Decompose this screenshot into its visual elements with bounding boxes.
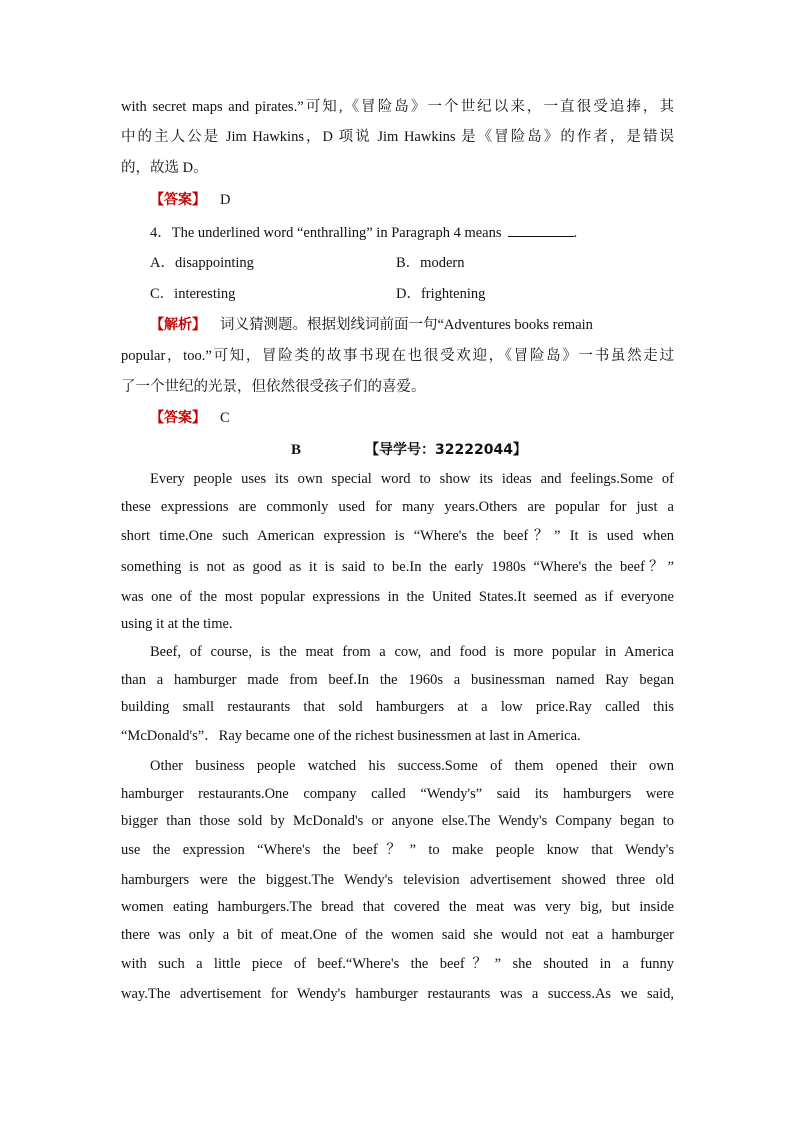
option-d: D．frightening	[396, 286, 486, 302]
question-end: .	[573, 225, 578, 241]
question-text: 4．The underlined word “enthralling” in Paragraph 4 means	[150, 225, 502, 241]
analysis-text-line: 了一个世纪的光景，但依然很受孩子们的喜爱。	[121, 379, 426, 395]
passage-line: with such a little piece of beef.“Where's the beef？” she shouted in a funny	[121, 956, 674, 972]
option-c: C．interesting	[150, 286, 236, 302]
analysis-text: 词义猜测题。根据划线词前面一句“Adventures books remain	[220, 317, 593, 333]
passage-line: hamburgers were the biggest.The Wendy's television advertisement showed three old	[121, 872, 674, 888]
analysis-text-line: 中的主人公是 Jim Hawkins，D 项说 Jim Hawkins 是《冒险岛》的作者，是错误	[121, 129, 674, 145]
passage-line: Other business people watched his success.Some of them opened their own	[150, 758, 674, 774]
passage-line: Beef, of course, is the meat from a cow, and food is more popular in America	[150, 644, 674, 660]
analysis-text-line: with secret maps and pirates.”可知,《冒险岛》一个世纪以来，一直很受追捧，其	[121, 99, 674, 115]
analysis-tag: 【解析】	[150, 317, 206, 333]
passage-line: hamburger restaurants.One company called “Wendy's” said its hamburgers were	[121, 786, 674, 802]
analysis-text-line: popular，too.”可知，冒险类的故事书现在也很受欢迎，《冒险岛》一书虽然走过	[121, 348, 674, 364]
answer-tag: 【答案】	[150, 410, 206, 426]
passage-line: using it at the time.	[121, 616, 233, 632]
section-letter: B	[291, 442, 302, 458]
answer-value: D	[220, 192, 231, 208]
answer-tag: 【答案】	[150, 192, 206, 208]
passage-line: bigger than those sold by McDonald's or anyone else.The Wendy's Company began to	[121, 813, 674, 829]
answer-row	[150, 408, 703, 428]
question-stem	[150, 222, 703, 243]
passage-line: than a hamburger made from beef.In the 1960s a businessman named Ray began	[121, 672, 674, 688]
passage-line: was one of the most popular expressions in the United States.It seemed as if everyone	[121, 589, 674, 605]
passage-line: short time.One such American expression is “Where's the beef？” It is used when	[121, 528, 674, 544]
passage-line: women eating hamburgers.The bread that covered the meat was very big, but inside	[121, 899, 674, 915]
analysis-text-line: 的，故选 D。	[121, 160, 208, 176]
guide-number: 【导学号：32222044】	[365, 442, 527, 458]
passage-line: something is not as good as it is said to be.In the early 1980s “Where's the beef？”	[121, 559, 674, 575]
passage-line: there was only a bit of meat.One of the women said she would not eat a hamburger	[121, 927, 674, 943]
passage-line: “McDonald's”．Ray became one of the richest businessmen at last in America.	[121, 728, 581, 744]
passage-line: these expressions are commonly used for many years.Others are popular for just a	[121, 499, 674, 515]
analysis-row	[150, 315, 674, 335]
option-b: B．modern	[396, 255, 465, 271]
passage-line: building small restaurants that sold hamburgers at a low price.Ray called this	[121, 699, 674, 715]
passage-line: Every people uses its own special word to show its ideas and feelings.Some of	[150, 471, 674, 487]
passage-line: way.The advertisement for Wendy's hamburger restaurants was a success.As we said,	[121, 986, 674, 1002]
passage-line: use the expression “Where's the beef？” to make people know that Wendy's	[121, 842, 674, 858]
option-a: A．disappointing	[150, 255, 254, 271]
answer-row	[150, 190, 703, 210]
answer-value: C	[220, 410, 230, 426]
answer-blank	[508, 222, 574, 237]
